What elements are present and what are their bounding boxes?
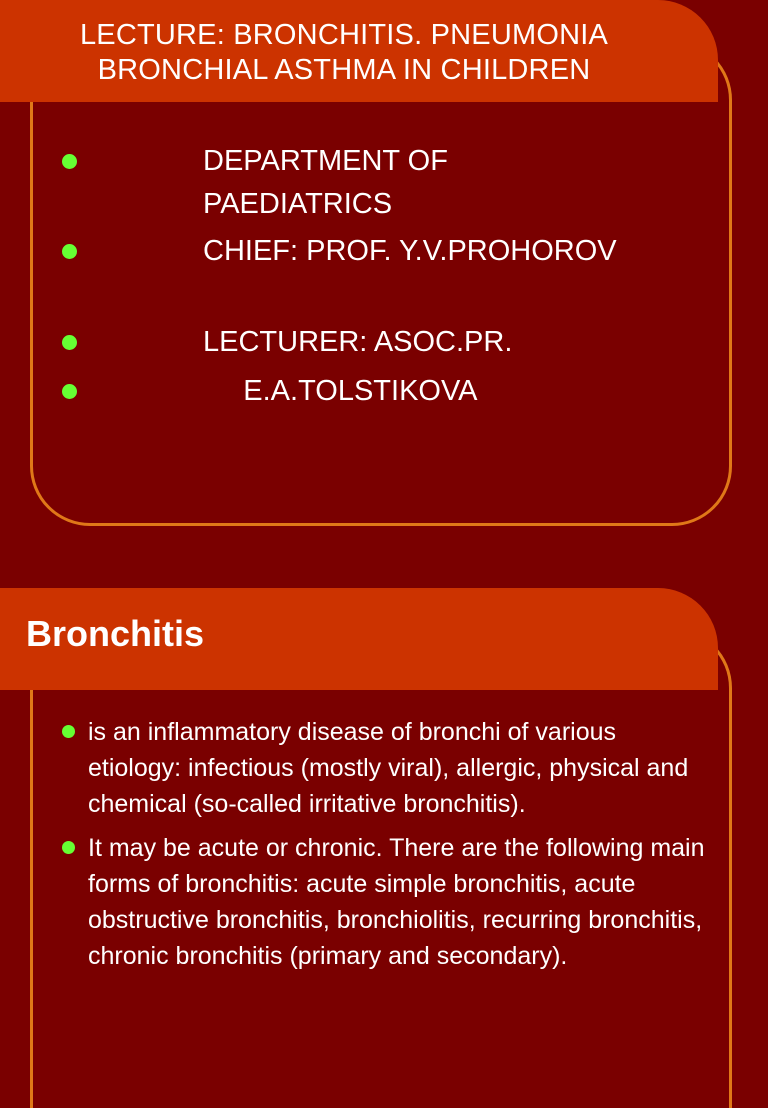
bullet-icon xyxy=(62,335,77,350)
bullet-text: LECTURER: ASOC.PR. xyxy=(203,326,513,358)
list-item xyxy=(0,830,768,974)
bullet-text: CHIEF: PROF. Y.V.PROHOROV xyxy=(203,235,617,267)
bullet-icon xyxy=(62,384,77,399)
list-item xyxy=(0,140,768,226)
bullet-text: E.A.TOLSTIKOVA xyxy=(203,375,478,407)
slide-bronchitis xyxy=(0,588,768,1024)
bullet-text xyxy=(0,140,768,226)
slide-heading: Bronchitis xyxy=(26,613,205,654)
bullet-icon xyxy=(62,725,75,738)
list-item xyxy=(0,230,768,273)
title-line-2: BRONCHIAL ASTHMA IN CHILDREN xyxy=(97,54,591,86)
title-line-1: LECTURE: BRONCHITIS. PNEUMONIA xyxy=(79,19,609,51)
bullet-text: is an inflammatory disease of bronchi of various etiology: infectious (mostly viral), allergic, physical and chemical (so-called irritative bronchitis). xyxy=(88,718,689,818)
list-item xyxy=(0,321,768,364)
list-item xyxy=(0,370,768,413)
bullet-text-line: DEPARTMENT OF PAEDIATRICS xyxy=(203,145,448,220)
bullet-icon xyxy=(62,841,75,854)
bullet-text: It may be acute or chronic. There are the following main forms of bronchitis: acute simple bronchitis, acute obstructive bronchitis, bronchiolitis, recurring bronchitis, chronic bronchitis (primary and secondary). xyxy=(88,834,705,970)
bullet-icon xyxy=(62,154,77,169)
info-list xyxy=(0,140,768,413)
bullet-icon xyxy=(62,244,77,259)
content-list xyxy=(0,714,768,982)
title-bar xyxy=(0,0,718,102)
list-item xyxy=(0,714,768,822)
title-bar xyxy=(0,588,718,690)
